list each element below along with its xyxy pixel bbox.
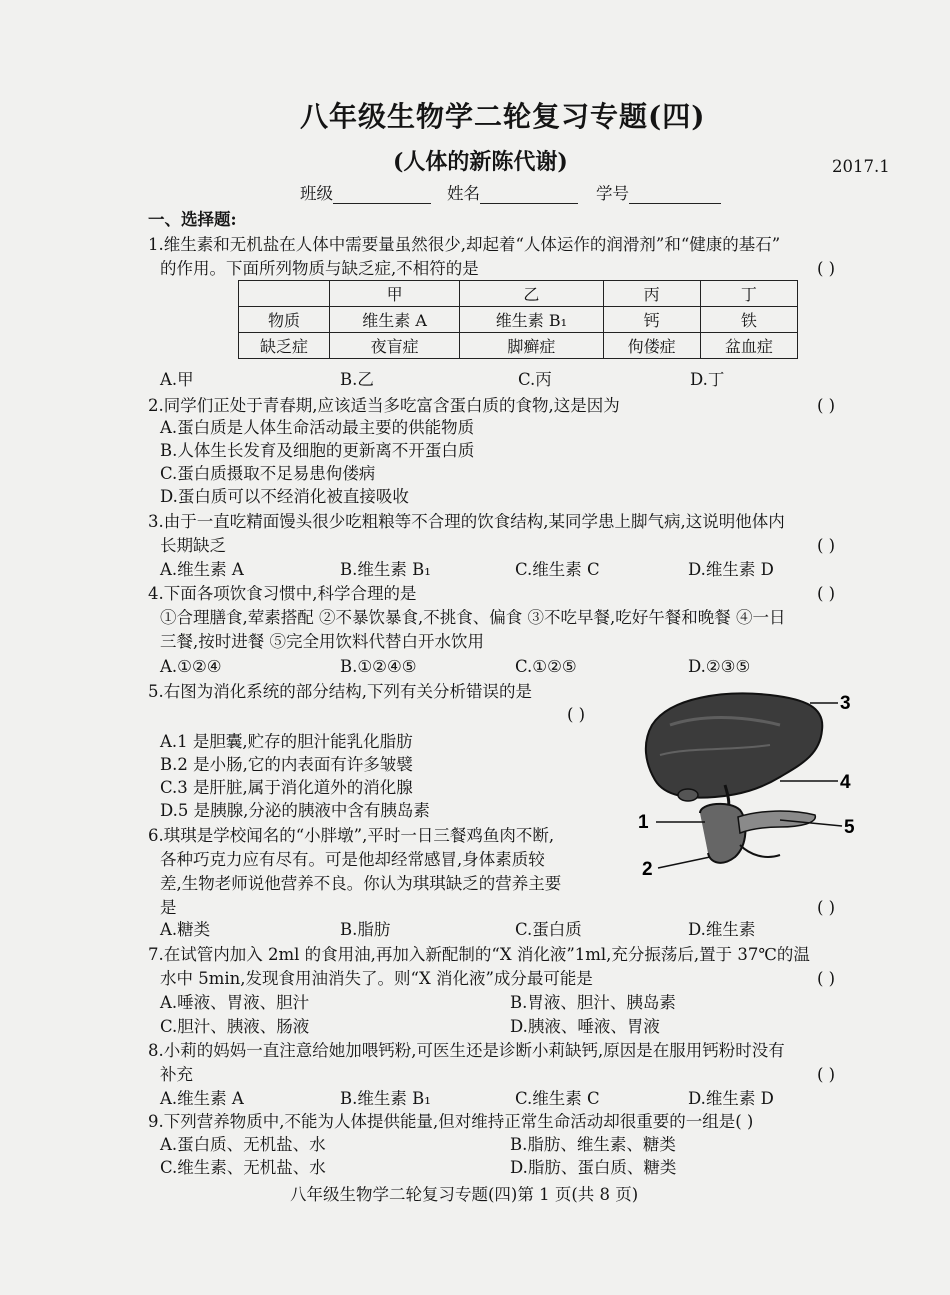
table-cell: 维生素 A [330, 307, 460, 333]
q1-line2: 的作用。下面所列物质与缺乏症,不相符的是 [160, 259, 479, 278]
q8-option-c[interactable]: C.维生素 C [515, 1089, 600, 1108]
q3-line1: 3.由于一直吃精面馒头很少吃粗粮等不合理的饮食结构,某同学患上脚气病,这说明他体内 [148, 512, 785, 531]
table-row [239, 281, 798, 307]
id-label: 学号 [596, 184, 629, 203]
digestive-system-figure [630, 685, 870, 885]
page-footer: 八年级生物学二轮复习专题(四)第 1 页(共 8 页) [290, 1185, 639, 1204]
q5-option-b[interactable]: B.2 是小肠,它的内表面有许多皱襞 [160, 755, 413, 774]
q4-line2: ①合理膳食,荤素搭配 ②不暴饮暴食,不挑食、偏食 ③不吃早餐,吃好午餐和晚餐 ④一日 [160, 608, 786, 627]
q4-option-c[interactable]: C.①②⑤ [515, 657, 577, 676]
figure-label-2: 2 [642, 859, 653, 880]
q6-option-a[interactable]: A.糖类 [160, 920, 211, 939]
q3-line2: 长期缺乏 [160, 536, 226, 555]
q6-option-d[interactable]: D.维生素 [688, 920, 756, 939]
table-row [239, 333, 798, 359]
q7-line1: 7.在试管内加入 2ml 的食用油,再加入新配制的“X 消化液”1ml,充分振荡后,置于 37℃的温 [148, 945, 810, 964]
q7-option-c[interactable]: C.胆汁、胰液、肠液 [160, 1017, 310, 1036]
duodenum-shape [700, 804, 745, 863]
q5-option-c[interactable]: C.3 是肝脏,属于消化道外的消化腺 [160, 778, 413, 797]
table-cell: 盆血症 [700, 333, 797, 359]
q9-option-d[interactable]: D.脂肪、蛋白质、糖类 [510, 1158, 677, 1177]
q6-line4: 是 [160, 898, 177, 917]
table-cell: 铁 [700, 307, 797, 333]
q1-line1: 1.维生素和无机盐在人体中需要量虽然很少,却起着“人体运作的润滑剂”和“健康的基石” [148, 235, 781, 254]
q2-option-a[interactable]: A.蛋白质是人体生命活动最主要的供能物质 [160, 418, 475, 437]
table-cell: 缺乏症 [239, 333, 330, 359]
table-cell: 乙 [460, 281, 603, 307]
q4-answer-blank[interactable]: ( ) [817, 584, 836, 603]
gallbladder-shape [678, 789, 698, 801]
q4-option-a[interactable]: A.①②④ [160, 657, 222, 676]
table-cell: 甲 [330, 281, 460, 307]
class-field[interactable] [300, 184, 431, 204]
q6-line3: 差,生物老师说他营养不良。你认为琪琪缺乏的营养主要 [160, 874, 562, 893]
page-title: 八年级生物学二轮复习专题(四) [300, 100, 706, 133]
name-label: 姓名 [447, 184, 480, 203]
q2-answer-blank[interactable]: ( ) [817, 396, 836, 415]
q8-option-d[interactable]: D.维生素 D [688, 1089, 774, 1108]
table-row [239, 307, 798, 333]
q7-answer-blank[interactable]: ( ) [817, 969, 836, 988]
q7-line2: 水中 5min,发现食用油消失了。则“X 消化液”成分最可能是 [160, 969, 593, 988]
name-field[interactable] [447, 184, 578, 204]
q5-option-a[interactable]: A.1 是胆囊,贮存的胆汁能乳化脂肪 [160, 732, 413, 751]
q8-answer-blank[interactable]: ( ) [817, 1065, 836, 1084]
table-cell: 佝偻症 [603, 333, 700, 359]
q6-option-c[interactable]: C.蛋白质 [515, 920, 582, 939]
liver-shape [646, 694, 822, 798]
q1-option-c[interactable]: C.丙 [518, 370, 552, 389]
q8-line2: 补充 [160, 1065, 193, 1084]
q5-answer-blank[interactable]: ( ) [567, 705, 586, 724]
q2-option-c[interactable]: C.蛋白质摄取不足易患佝偻病 [160, 464, 376, 483]
q6-line1: 6.琪琪是学校闻名的“小胖墩”,平时一日三餐鸡鱼肉不断, [148, 826, 555, 845]
q1-option-d[interactable]: D.丁 [690, 370, 725, 389]
q9-option-b[interactable]: B.脂肪、维生素、糖类 [510, 1135, 676, 1154]
table-cell [239, 281, 330, 307]
q3-option-d[interactable]: D.维生素 D [688, 560, 774, 579]
table-cell: 物质 [239, 307, 330, 333]
q6-answer-blank[interactable]: ( ) [817, 898, 836, 917]
figure-label-3: 3 [840, 693, 851, 714]
id-blank[interactable] [629, 187, 721, 204]
table-cell: 丁 [700, 281, 797, 307]
figure-label-1: 1 [638, 812, 649, 833]
name-blank[interactable] [480, 187, 578, 204]
q4-line1: 4.下面各项饮食习惯中,科学合理的是 [148, 584, 417, 603]
class-label: 班级 [300, 184, 333, 203]
table-cell: 维生素 B₁ [460, 307, 603, 333]
q9-option-c[interactable]: C.维生素、无机盐、水 [160, 1158, 326, 1177]
q3-option-c[interactable]: C.维生素 C [515, 560, 600, 579]
q4-option-d[interactable]: D.②③⑤ [688, 657, 751, 676]
q1-answer-blank[interactable]: ( ) [817, 259, 836, 278]
q7-option-a[interactable]: A.唾液、胃液、胆汁 [160, 993, 310, 1012]
q2-line1: 2.同学们正处于青春期,应该适当多吃富含蛋白质的食物,这是因为 [148, 396, 620, 415]
q7-option-b[interactable]: B.胃液、胆汁、胰岛素 [510, 993, 676, 1012]
q5-option-d[interactable]: D.5 是胰腺,分泌的胰液中含有胰岛素 [160, 801, 430, 820]
q1-table [238, 280, 798, 359]
q2-option-d[interactable]: D.蛋白质可以不经消化被直接吸收 [160, 487, 409, 506]
q1-option-a[interactable]: A.甲 [160, 370, 194, 389]
q9-option-a[interactable]: A.蛋白质、无机盐、水 [160, 1135, 326, 1154]
q8-option-b[interactable]: B.维生素 B₁ [340, 1089, 431, 1108]
figure-label-5: 5 [844, 817, 855, 838]
table-cell: 夜盲症 [330, 333, 460, 359]
q3-option-a[interactable]: A.维生素 A [160, 560, 244, 579]
q6-option-b[interactable]: B.脂肪 [340, 920, 391, 939]
q6-line2: 各种巧克力应有尽有。可是他却经常感冒,身体素质较 [160, 850, 545, 869]
q8-line1: 8.小莉的妈妈一直注意给她加喂钙粉,可医生还是诊断小莉缺钙,原因是在服用钙粉时没有 [148, 1041, 785, 1060]
q7-option-d[interactable]: D.胰液、唾液、胃液 [510, 1017, 660, 1036]
class-blank[interactable] [333, 187, 431, 204]
q4-option-b[interactable]: B.①②④⑤ [340, 657, 417, 676]
q3-option-b[interactable]: B.维生素 B₁ [340, 560, 431, 579]
table-cell: 钙 [603, 307, 700, 333]
q5-line1: 5.右图为消化系统的部分结构,下列有关分析错误的是 [148, 682, 532, 701]
q4-line3: 三餐,按时进餐 ⑤完全用饮料代替白开水饮用 [160, 632, 484, 651]
page-subtitle: (人体的新陈代谢) [393, 149, 568, 175]
date: 2017.1 [832, 157, 890, 176]
q3-answer-blank[interactable]: ( ) [817, 536, 836, 555]
q2-option-b[interactable]: B.人体生长发育及细胞的更新离不开蛋白质 [160, 441, 475, 460]
id-field[interactable] [596, 184, 721, 204]
q9-line1: 9.下列营养物质中,不能为人体提供能量,但对维持正常生命活动却很重要的一组是( ) [148, 1112, 754, 1131]
q1-option-b[interactable]: B.乙 [340, 370, 374, 389]
figure-label-4: 4 [840, 772, 851, 793]
section-heading: 一、选择题: [148, 210, 237, 229]
q8-option-a[interactable]: A.维生素 A [160, 1089, 244, 1108]
table-cell: 丙 [603, 281, 700, 307]
table-cell: 脚癣症 [460, 333, 603, 359]
